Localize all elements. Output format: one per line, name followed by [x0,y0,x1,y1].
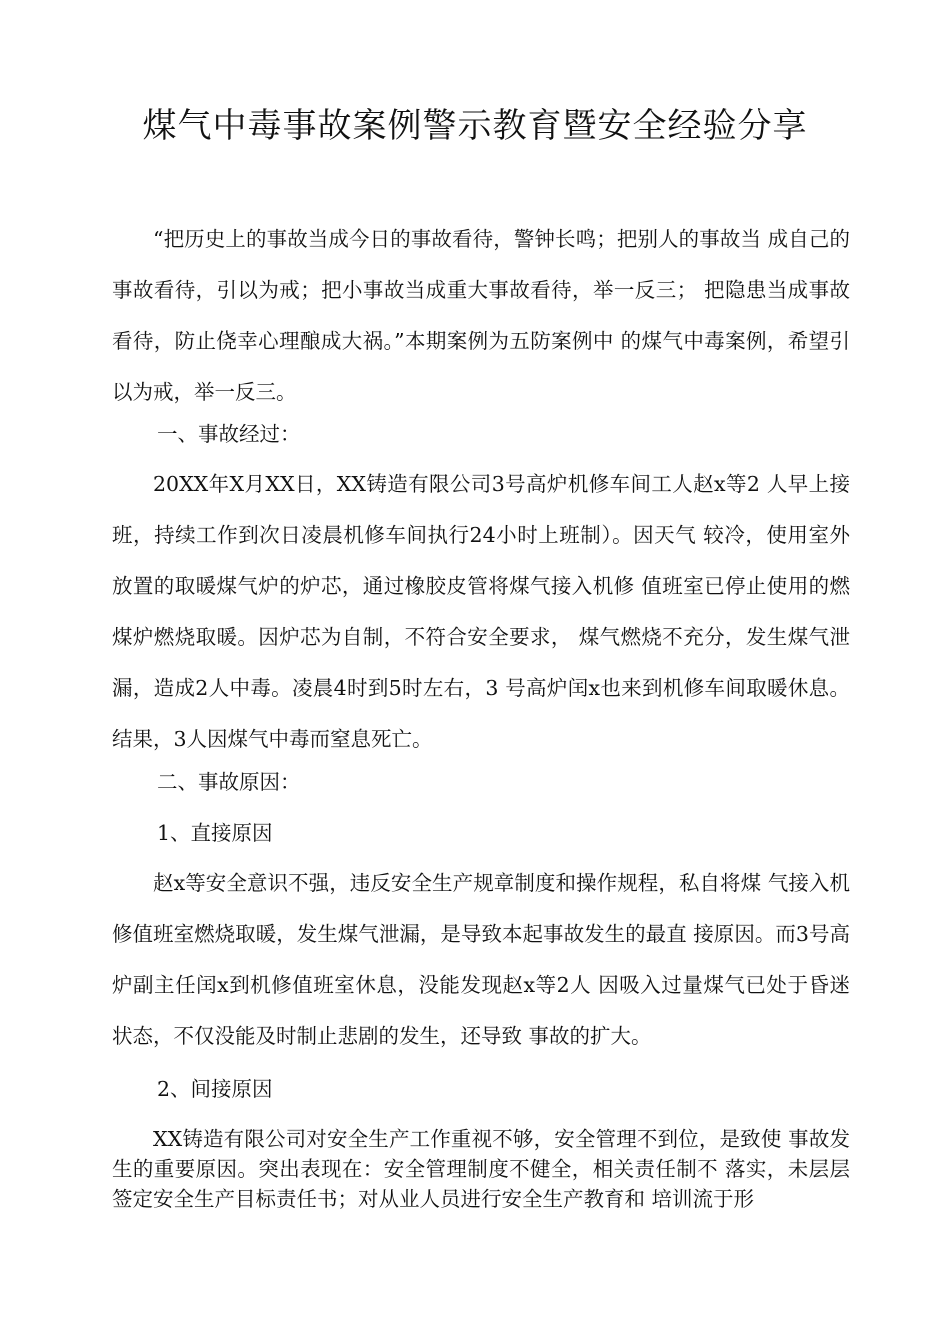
section-heading-accident-cause: 二、事故原因： [157,770,301,794]
subheading-indirect-cause: 2、间接原因 [157,1077,273,1101]
intro-paragraph: “把历史上的事故当成今日的事故看待，警钟长鸣；把别人的事故当 成自己的事故看待，引以为戒；把小事故当成重大事故看待，举一反三； 把隐患当成事故看待，防止侥幸心理酿成大祸。”本期案例为五防案例中 的煤气中毒案例，希望引以为戒，举一反三。 [112,227,850,404]
document-title: 煤气中毒事故案例警示教育暨安全经验分享 [142,106,808,146]
accident-process-paragraph: 20XX年X月XX日，XX铸造有限公司3号高炉机修车间工人赵x等2 人早上接班，持续工作到次日凌晨机修车间执行24小时上班制）。因天气 较冷，使用室外放置的取暖煤气炉的炉芯，通过橡胶皮管将煤气接入机修 值班室已停止使用的燃煤炉燃烧取暖。因炉芯为自制，不符合安全要求， 煤气燃烧不充分，发生煤气泄漏，造成2人中毒。凌晨4时到5时左右，3 号高炉闰x也来到机修车间取暖休息。结果，3人因煤气中毒而窒息死亡。 [112,472,850,751]
section-heading-accident-process: 一、事故经过： [157,422,301,446]
subheading-direct-cause: 1、直接原因 [157,821,273,845]
indirect-cause-paragraph: XX铸造有限公司对安全生产工作重视不够，安全管理不到位，是致使 事故发生的重要原因。突出表现在：安全管理制度不健全，相关责任制不 落实，未层层签定安全生产目标责任书；对从业人员进行安全生产教育和 培训流于形 [112,1127,850,1211]
direct-cause-paragraph: 赵x等安全意识不强，违反安全生产规章制度和操作规程，私自将煤 气接入机修值班室燃烧取暖，发生煤气泄漏，是导致本起事故发生的最直 接原因。而3号高炉副主任闰x到机修值班室休息，没能发现赵x等2人 因吸入过量煤气已处于昏迷状态，不仅没能及时制止悲剧的发生，还导致 事故的扩大。 [112,871,850,1048]
